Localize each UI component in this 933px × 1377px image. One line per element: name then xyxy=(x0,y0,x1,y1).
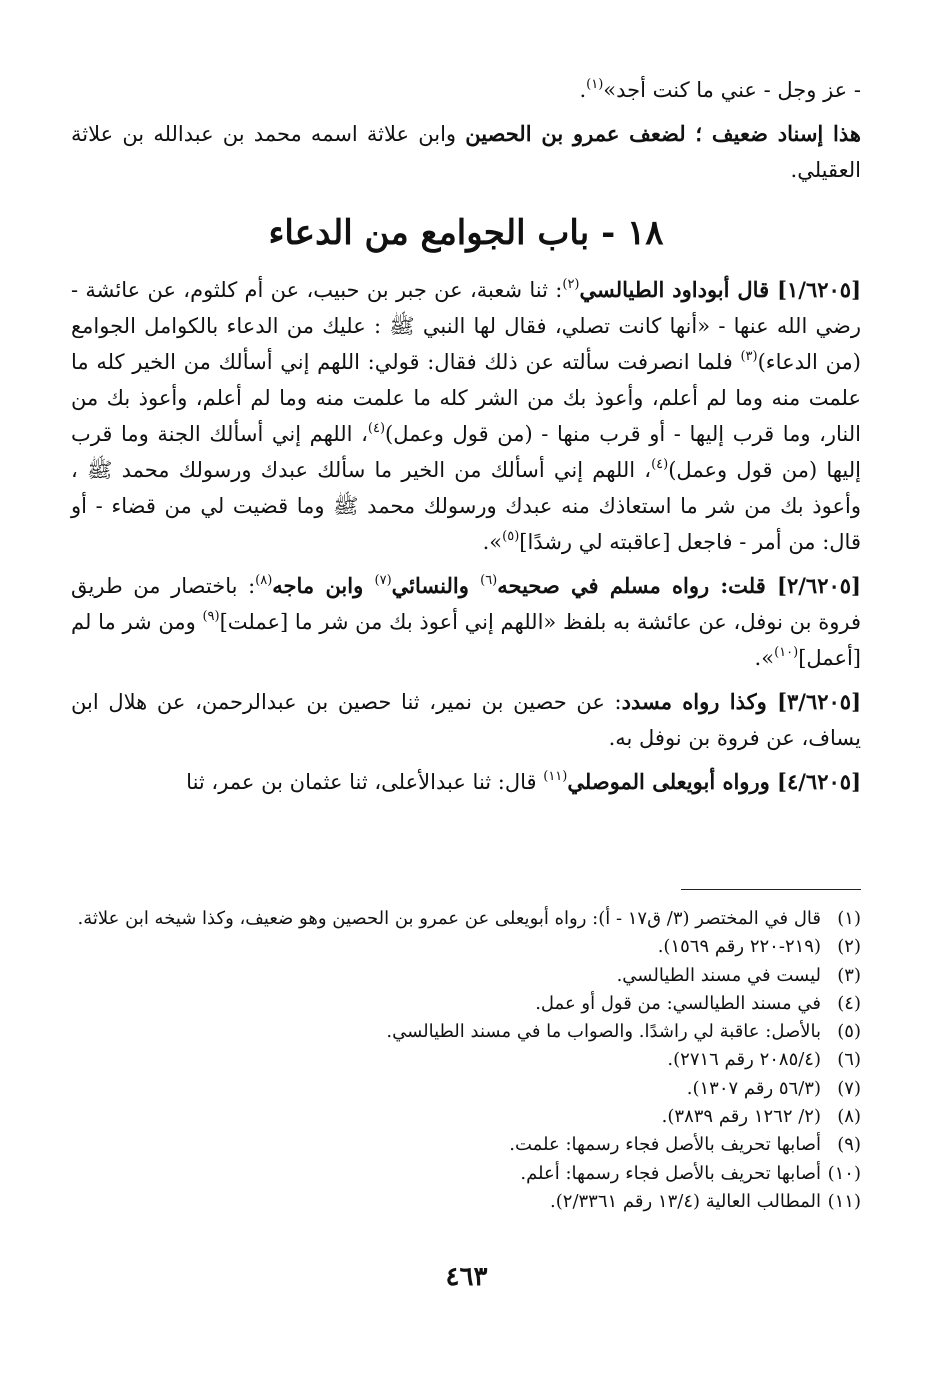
footnote-number: (٧) xyxy=(837,1077,861,1099)
hadith-3-lead: وكذا رواه مسدد xyxy=(621,689,778,714)
chapter-title: ١٨ - باب الجوامع من الدعاء xyxy=(268,213,664,253)
footnote-5 xyxy=(71,1018,861,1046)
main-text xyxy=(71,72,861,800)
hadith-paragraph-2 xyxy=(71,568,861,676)
hadith-2-end: ». xyxy=(754,646,775,670)
hadith-3-segment: : عن حصين بن نمير، ثنا حصين بن عبدالرحمن، عن هلال ابن يساف، عن فروة بن نوفل به. xyxy=(71,690,861,750)
footnote-ref-11: (١١) xyxy=(543,769,568,784)
grading-bold: هذا إسناد ضعيف ؛ لضعف عمرو بن الحصين xyxy=(465,121,861,146)
footnote-number: (٦) xyxy=(837,1049,861,1071)
footnote-number: (٢) xyxy=(837,936,861,958)
hadith-1-segment-3: ، اللهم إني أسألك الجنة وما قرب إليها (من قول وعمل) xyxy=(71,422,861,482)
hadith-4-lead: ورواه أبويعلى الموصلي xyxy=(567,769,778,794)
hadith-2-segment-2: ومن شر ما لم [أعمل] xyxy=(71,610,861,670)
hadith-1-lead: قال أبوداود الطيالسي xyxy=(579,277,778,302)
hadith-1-segment-4: ، اللهم إني أسألك من الخير ما سألك عبدك ورسولك محمد ﷺ ، وأعوذ بك من شر ما استعاذك منه عبدك ورسولك محمد ﷺ وما قضيت لي من قضاء - أو قال: من أمر - فاجعل [عاقبته لي رشدًا] xyxy=(71,458,861,554)
footnote-separator xyxy=(681,889,861,890)
hadith-4-ref: [٤/٦٢٠٥] xyxy=(777,769,861,794)
footnote-text: (٢٠٨٥/٤ رقم ٢٧١٦). xyxy=(667,1049,821,1071)
footnote-number: (٩) xyxy=(837,1134,861,1156)
footnote-11 xyxy=(71,1188,861,1216)
footnote-ref-5: (٥) xyxy=(502,529,520,544)
footnote-number: (٥) xyxy=(837,1021,861,1043)
hadith-paragraph-3 xyxy=(71,684,861,756)
hadith-1-ref: [١/٦٢٠٥] xyxy=(777,277,862,302)
hadith-ending-text: - عز وجل - عني ما كنت أجد» xyxy=(603,78,861,102)
footnote-ref-1: (١) xyxy=(586,77,604,92)
footnote-9 xyxy=(71,1131,861,1159)
footnote-ref-6: (٦) xyxy=(480,573,498,588)
footnote-ref-3: (٣) xyxy=(740,349,758,364)
hadith-4-segment: قال: ثنا عبدالأعلى، ثنا عثمان بن عمر، ثنا xyxy=(186,770,544,794)
hadith-paragraph-1 xyxy=(71,272,861,560)
footnote-text: أصابها تحريف بالأصل فجاء رسمها: أعلم. xyxy=(520,1162,821,1184)
hadith-paragraph-4 xyxy=(71,764,861,800)
footnote-number: (١٠) xyxy=(827,1162,861,1184)
footnote-text: قال في المختصر (٣/ ق١٧ - أ): رواه أبويعلى عن عمرو بن الحصين وهو ضعيف، وكذا شيخه ابن علاثة. xyxy=(77,908,821,929)
footnotes xyxy=(71,905,861,1216)
footnote-ref-8: (٨) xyxy=(255,573,273,588)
hadith-1-end: ». xyxy=(482,530,503,554)
footnote-number: (١) xyxy=(837,908,861,929)
footnote-7 xyxy=(71,1075,861,1103)
footnote-ref-10: (١٠) xyxy=(774,645,799,660)
footnote-ref-7: (٧) xyxy=(374,573,392,588)
footnote-10 xyxy=(71,1160,861,1188)
footnote-number: (٣) xyxy=(837,964,861,986)
footnote-number: (٤) xyxy=(837,992,861,1014)
footnote-ref-2: (٢) xyxy=(562,277,580,292)
footnote-ref-9: (٩) xyxy=(202,609,220,624)
footnote-4 xyxy=(71,990,861,1018)
footnote-number: (١١) xyxy=(827,1190,861,1212)
hadith-1-segment-1: : ثنا شعبة، عن جبر بن حبيب، عن أم كلثوم، عن عائشة - رضي الله عنها - «أنها كانت تصلي، فقال لها النبي ﷺ : عليك من الدعاء بالكوامل الجوامع (من الدعاء) xyxy=(71,278,861,374)
footnote-1 xyxy=(71,905,861,933)
footnote-text: المطالب العالية (١٣/٤ رقم ٢/٣٣٦١). xyxy=(550,1190,821,1212)
paragraph-grading xyxy=(71,116,861,188)
footnote-ref-4b: (٤) xyxy=(651,457,669,472)
hadith-2-ref: [٢/٦٢٠٥] xyxy=(777,573,861,598)
footnote-text: (٢١٩-٢٢٠ رقم ١٥٦٩). xyxy=(657,936,821,958)
grading-rest: وابن علاثة اسمه محمد بن عبدالله بن علاثة العقيلي. xyxy=(71,122,861,182)
hadith-2-nasai: والنسائي xyxy=(391,573,481,598)
footnote-text: أصابها تحريف بالأصل فجاء رسمها: علمت. xyxy=(509,1134,821,1156)
footnote-8 xyxy=(71,1103,861,1131)
footnote-number: (٨) xyxy=(837,1106,861,1128)
hadith-1-segment-2: فلما انصرفت سألته عن ذلك فقال: قولي: اللهم إني أسألك من الخير كله ما علمت منه وما لم أعلم، وأعوذ بك من الشر كله ما علمت منه وما لم أعلم، وأعوذ بك من النار، وما قرب إليها - أو قرب منها - (من قول وعمل) xyxy=(71,350,861,446)
footnote-3 xyxy=(71,962,861,990)
footnote-2 xyxy=(71,933,861,961)
page-number: ٤٦٣ xyxy=(445,1262,488,1292)
hadith-ending-punct: . xyxy=(579,78,587,102)
footnote-6 xyxy=(71,1046,861,1074)
hadith-2-segment-1: : باختصار من طريق فروة بن نوفل، عن عائشة به بلفظ «اللهم إني أعوذ بك من شر ما [عملت] xyxy=(71,574,861,634)
hadith-2-lead: قلت: رواه مسلم في صحيحه xyxy=(497,573,778,598)
hadith-3-ref: [٣/٦٢٠٥] xyxy=(777,689,862,714)
footnote-ref-4a: (٤) xyxy=(367,421,386,436)
footnote-text: ليست في مسند الطيالسي. xyxy=(616,964,821,986)
footnote-text: بالأصل: عاقبة لي راشدًا. والصواب ما في مسند الطيالسي. xyxy=(386,1021,821,1043)
footnote-text: (٢/ ١٢٦٢ رقم ٣٨٣٩). xyxy=(661,1106,821,1128)
hadith-2-ibn-majah: وابن ماجه xyxy=(272,573,375,598)
footnote-text: (٥٦/٣ رقم ١٣٠٧). xyxy=(686,1077,821,1099)
paragraph-hadith-ending xyxy=(71,72,861,108)
footnote-text: في مسند الطيالسي: من قول أو عمل. xyxy=(535,992,821,1014)
